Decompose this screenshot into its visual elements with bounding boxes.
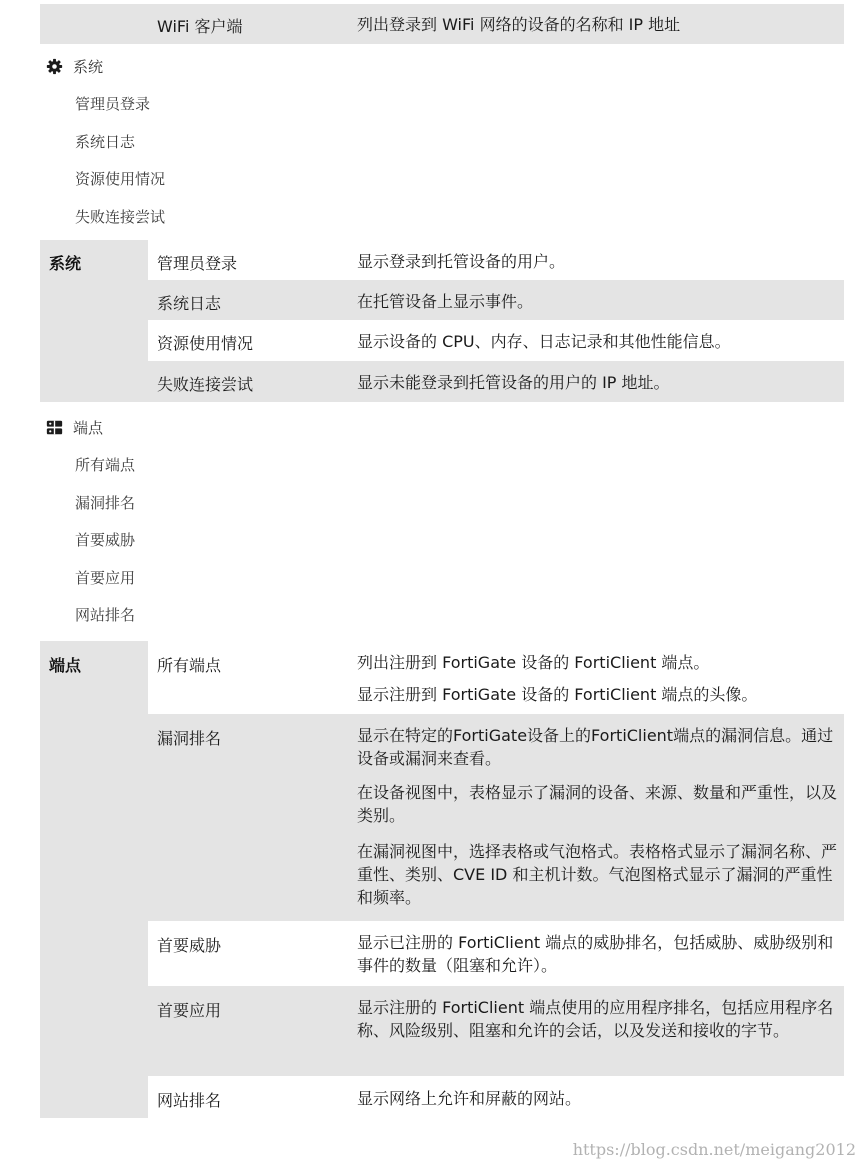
category-label: 端点 — [49, 656, 82, 675]
endpoint-menu-title: 端点 — [73, 418, 104, 437]
row-description: 在托管设备上显示事件。 — [357, 292, 534, 311]
row-label: 失败连接尝试 — [157, 375, 254, 394]
menu-item-vulnerability-ranking[interactable]: 漏洞排名 — [75, 494, 136, 512]
row-description: 显示未能登录到托管设备的用户的 IP 地址。 — [357, 373, 670, 392]
table-row — [40, 641, 844, 714]
row-description: 在设备视图中，表格显示了漏洞的设备、来源、数量和严重性，以及类别。 — [357, 783, 838, 825]
row-description: 显示已注册的 FortiClient 端点的威胁排名，包括威胁、威胁级别和事件的数量（阻塞和允许）。 — [357, 933, 834, 975]
menu-item-all-endpoints[interactable]: 所有端点 — [75, 456, 136, 474]
table-row — [40, 4, 844, 44]
table-row — [40, 921, 844, 986]
table-row — [40, 361, 844, 402]
row-label: 首要应用 — [157, 1001, 222, 1020]
menu-item-website-ranking[interactable]: 网站排名 — [75, 606, 136, 624]
row-description: 列出注册到 FortiGate 设备的 FortiClient 端点。 — [357, 653, 710, 672]
menu-item-top-threats[interactable]: 首要威胁 — [75, 531, 136, 549]
system-menu-header — [46, 56, 103, 76]
row-description: 在漏洞视图中，选择表格或气泡格式。表格格式显示了漏洞名称、严重性、类别、CVE ID 和主机计数。气泡图格式显示了漏洞的严重性和频率。 — [357, 842, 838, 907]
row-description: 显示注册的 FortiClient 端点使用的应用程序排名，包括应用程序名称、风险级别、阻塞和允许的会话，以及发送和接收的字节。 — [357, 998, 834, 1040]
table-row — [40, 240, 844, 280]
table-row — [40, 986, 844, 1076]
table-row — [40, 714, 844, 921]
system-menu-title: 系统 — [73, 57, 104, 76]
system-table — [40, 240, 844, 402]
row-description: 显示登录到托管设备的用户。 — [357, 252, 566, 271]
row-label: 资源使用情况 — [157, 334, 254, 353]
table-row — [40, 1076, 844, 1118]
row-label: 系统日志 — [157, 294, 222, 313]
menu-item-resource-usage[interactable]: 资源使用情况 — [75, 170, 166, 188]
row-label: 管理员登录 — [157, 254, 238, 273]
row-label: 所有端点 — [157, 656, 222, 675]
row-label: 网站排名 — [157, 1091, 222, 1110]
watermark: https://blog.csdn.net/meigang2012 — [572, 1140, 856, 1159]
row-label: WiFi 客户端 — [157, 17, 243, 36]
endpoint-table — [40, 641, 844, 1118]
row-description: 显示在特定的FortiGate设备上的FortiClient端点的漏洞信息。通过设备或漏洞来查看。 — [357, 726, 834, 768]
menu-item-failed-logins[interactable]: 失败连接尝试 — [75, 208, 166, 226]
menu-item-top-applications[interactable]: 首要应用 — [75, 569, 136, 587]
menu-item-admin-login[interactable]: 管理员登录 — [75, 95, 151, 113]
endpoint-icon — [46, 419, 63, 436]
row-label: 首要威胁 — [157, 936, 222, 955]
gear-icon — [46, 58, 63, 75]
wifi-table — [40, 4, 844, 44]
endpoint-menu-header — [46, 417, 103, 437]
row-description: 显示注册到 FortiGate 设备的 FortiClient 端点的头像。 — [357, 685, 758, 704]
row-description: 显示网络上允许和屏蔽的网站。 — [357, 1089, 582, 1108]
row-label: 漏洞排名 — [157, 729, 222, 748]
table-row — [40, 320, 844, 361]
row-description: 列出登录到 WiFi 网络的设备的名称和 IP 地址 — [357, 15, 681, 34]
table-row — [40, 280, 844, 320]
category-label: 系统 — [49, 254, 82, 273]
row-description: 显示设备的 CPU、内存、日志记录和其他性能信息。 — [357, 332, 731, 351]
menu-item-system-log[interactable]: 系统日志 — [75, 133, 136, 151]
